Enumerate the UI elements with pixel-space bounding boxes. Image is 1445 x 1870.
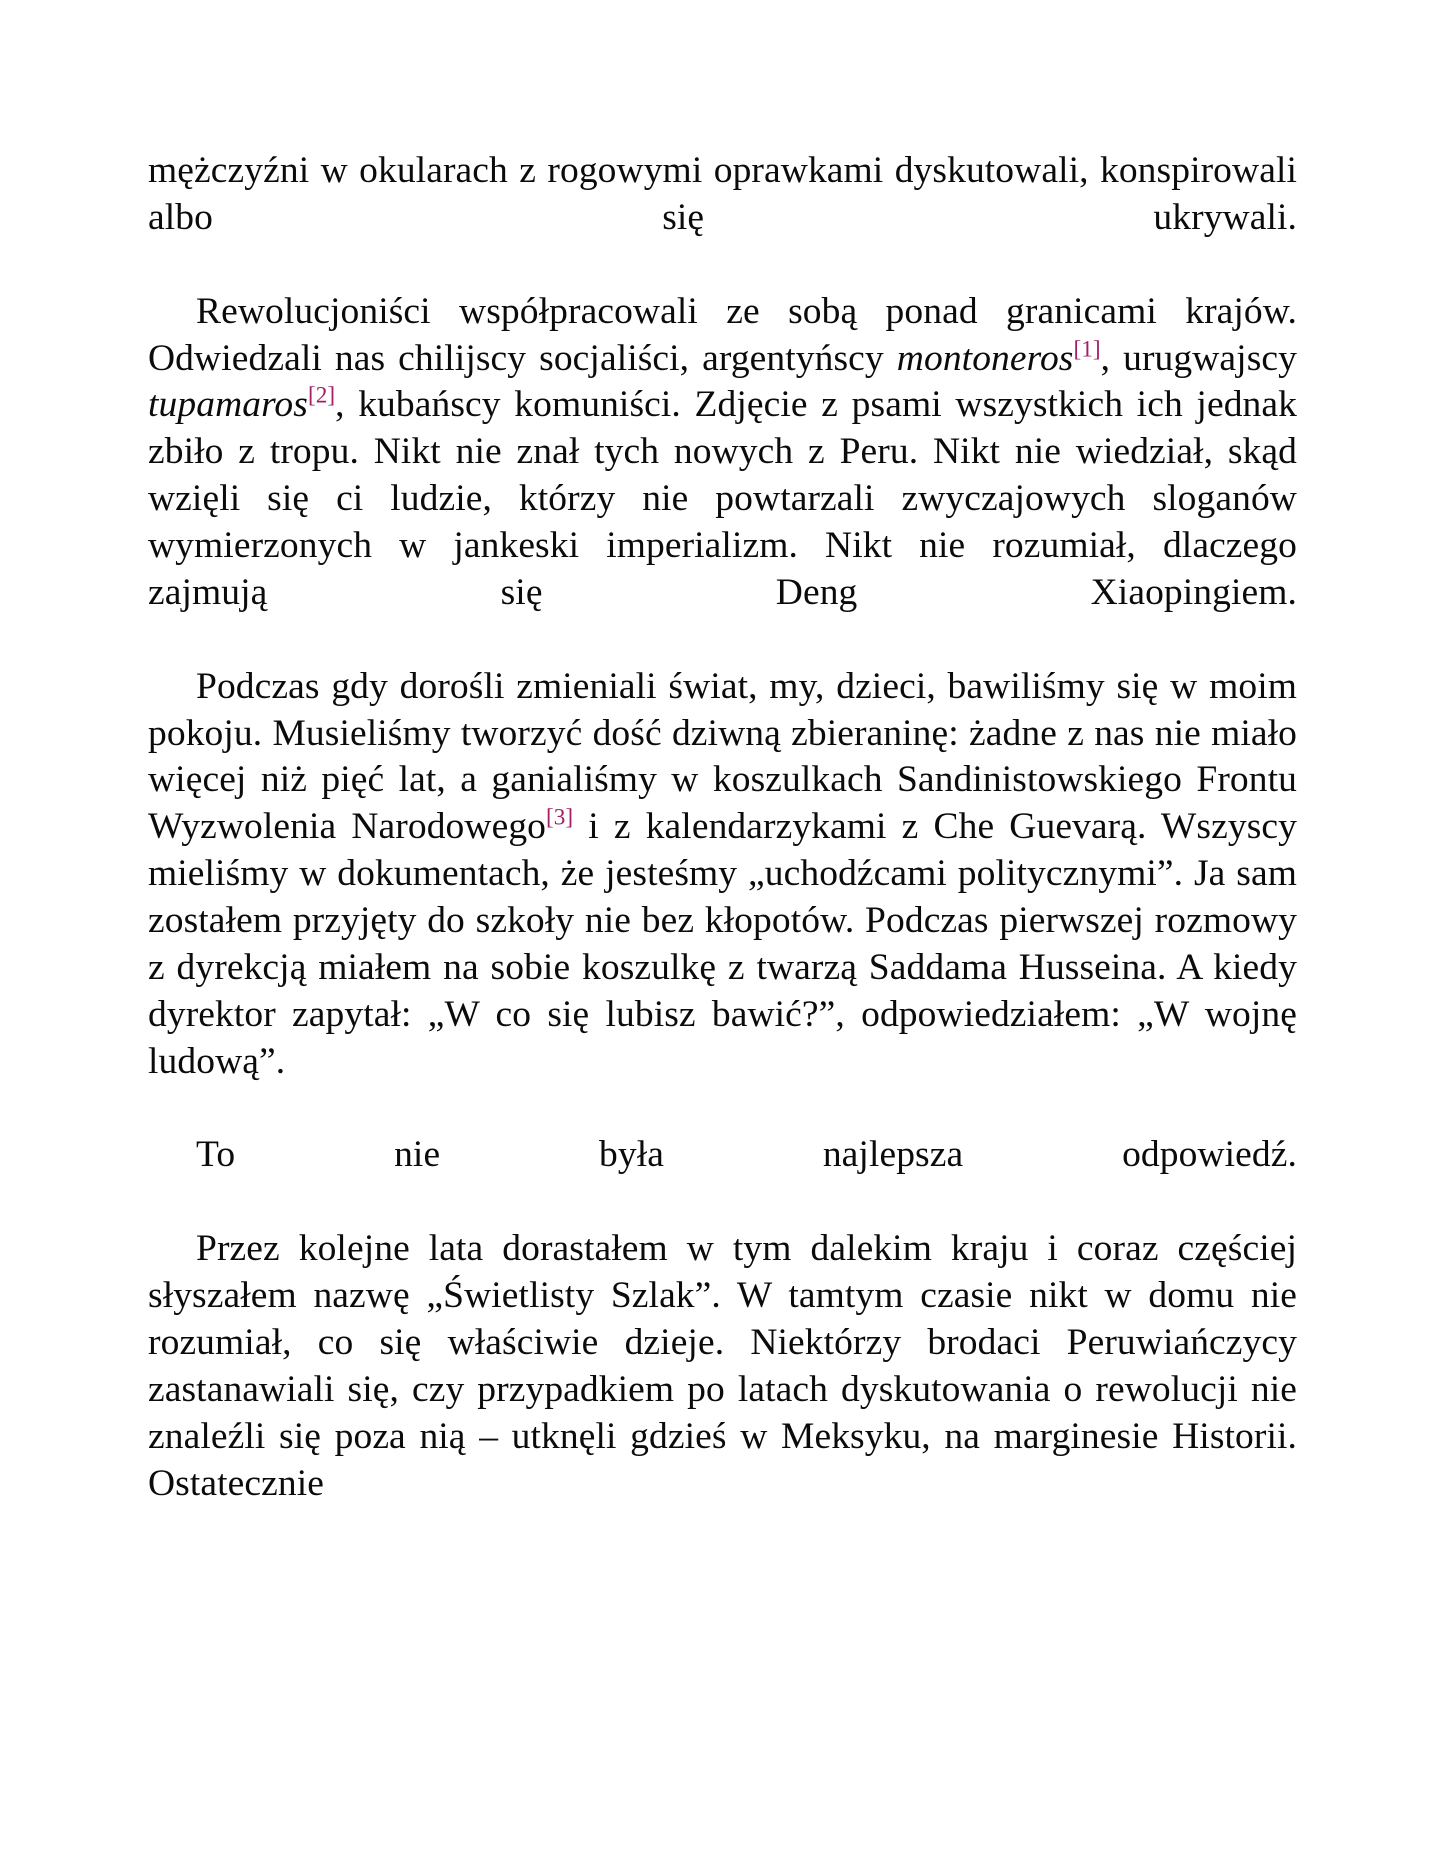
paragraph — [148, 148, 1297, 289]
text-run: To nie była najlepsza odpowiedź. — [196, 1134, 1297, 1176]
italic-term: montoneros — [896, 337, 1074, 379]
text-run: Przez kolejne lata dorastałem w tym dalekim kraju i coraz częściej słyszałem nazwę „Świetlisty Szlak”. W tamtym czasie nikt w domu nie rozumiał, co się właściwie dzieje. Niektórzy brodaci Peruwiańczycy zastanawiali się, czy przypadkiem po latach dyskutowania o rewolucji nie znaleźli się poza nią – utknęli gdzieś w Meksyku, na marginesie Historii. Ostatecznie — [148, 1228, 1297, 1504]
paragraph — [148, 289, 1297, 664]
text-run: Podczas gdy dorośli zmieniali świat, my, dzieci, bawiliśmy się w moim pokoju. Musieliśmy tworzyć dość dziwną zbieraninę: żadne z nas nie miało więcej niż pięć lat, a ganialiśmy w koszulkach Sandinistowskiego Frontu Wyzwolenia Narodowego — [148, 665, 1297, 848]
footnote-reference[interactable]: [3] — [546, 804, 574, 831]
footnote-reference[interactable]: [1] — [1073, 336, 1101, 362]
text-run: , urugwajscy — [1100, 337, 1297, 379]
footnote-reference[interactable]: [2] — [307, 382, 336, 409]
text-run: Rewolucjoniści współpracowali ze sobą ponad granicami krajów. Odwiedzali nas chilijscy socjaliści, argentyńscy — [148, 290, 1297, 379]
italic-term: tupamaros — [148, 384, 308, 426]
page-body-text — [148, 148, 1297, 1554]
paragraph — [148, 664, 1297, 1133]
paragraph — [148, 1226, 1297, 1554]
text-run: mężczyźni w okularach z rogowymi oprawkami dyskutowali, konspirowali albo się ukrywali. — [148, 150, 1297, 238]
paragraph — [148, 1132, 1297, 1226]
text-run: , kubańscy komuniści. Zdjęcie z psami wszystkich ich jednak zbiło z tropu. Nikt nie znał tych nowych z Peru. Nikt nie wiedział, skąd wzięli się ci ludzie, którzy nie powtarzali zwyczajowych sloganów wymierzonych w jankeski imperializm. Nikt nie rozumiał, dlaczego zajmują się Deng Xiaopingiem. — [148, 384, 1297, 613]
text-run: i z kalendarzykami z Che Guevarą. Wszyscy mieliśmy w dokumentach, że jesteśmy „uchodźcami politycznymi”. Ja sam zostałem przyjęty do szkoły nie bez kłopotów. Podczas pierwszej rozmowy z dyrekcją miałem na sobie koszulkę z twarzą Saddama Husseina. A kiedy dyrektor zapytał: „W co się lubisz bawić?”, odpowiedziałem: „W wojnę ludową”. — [148, 806, 1297, 1082]
